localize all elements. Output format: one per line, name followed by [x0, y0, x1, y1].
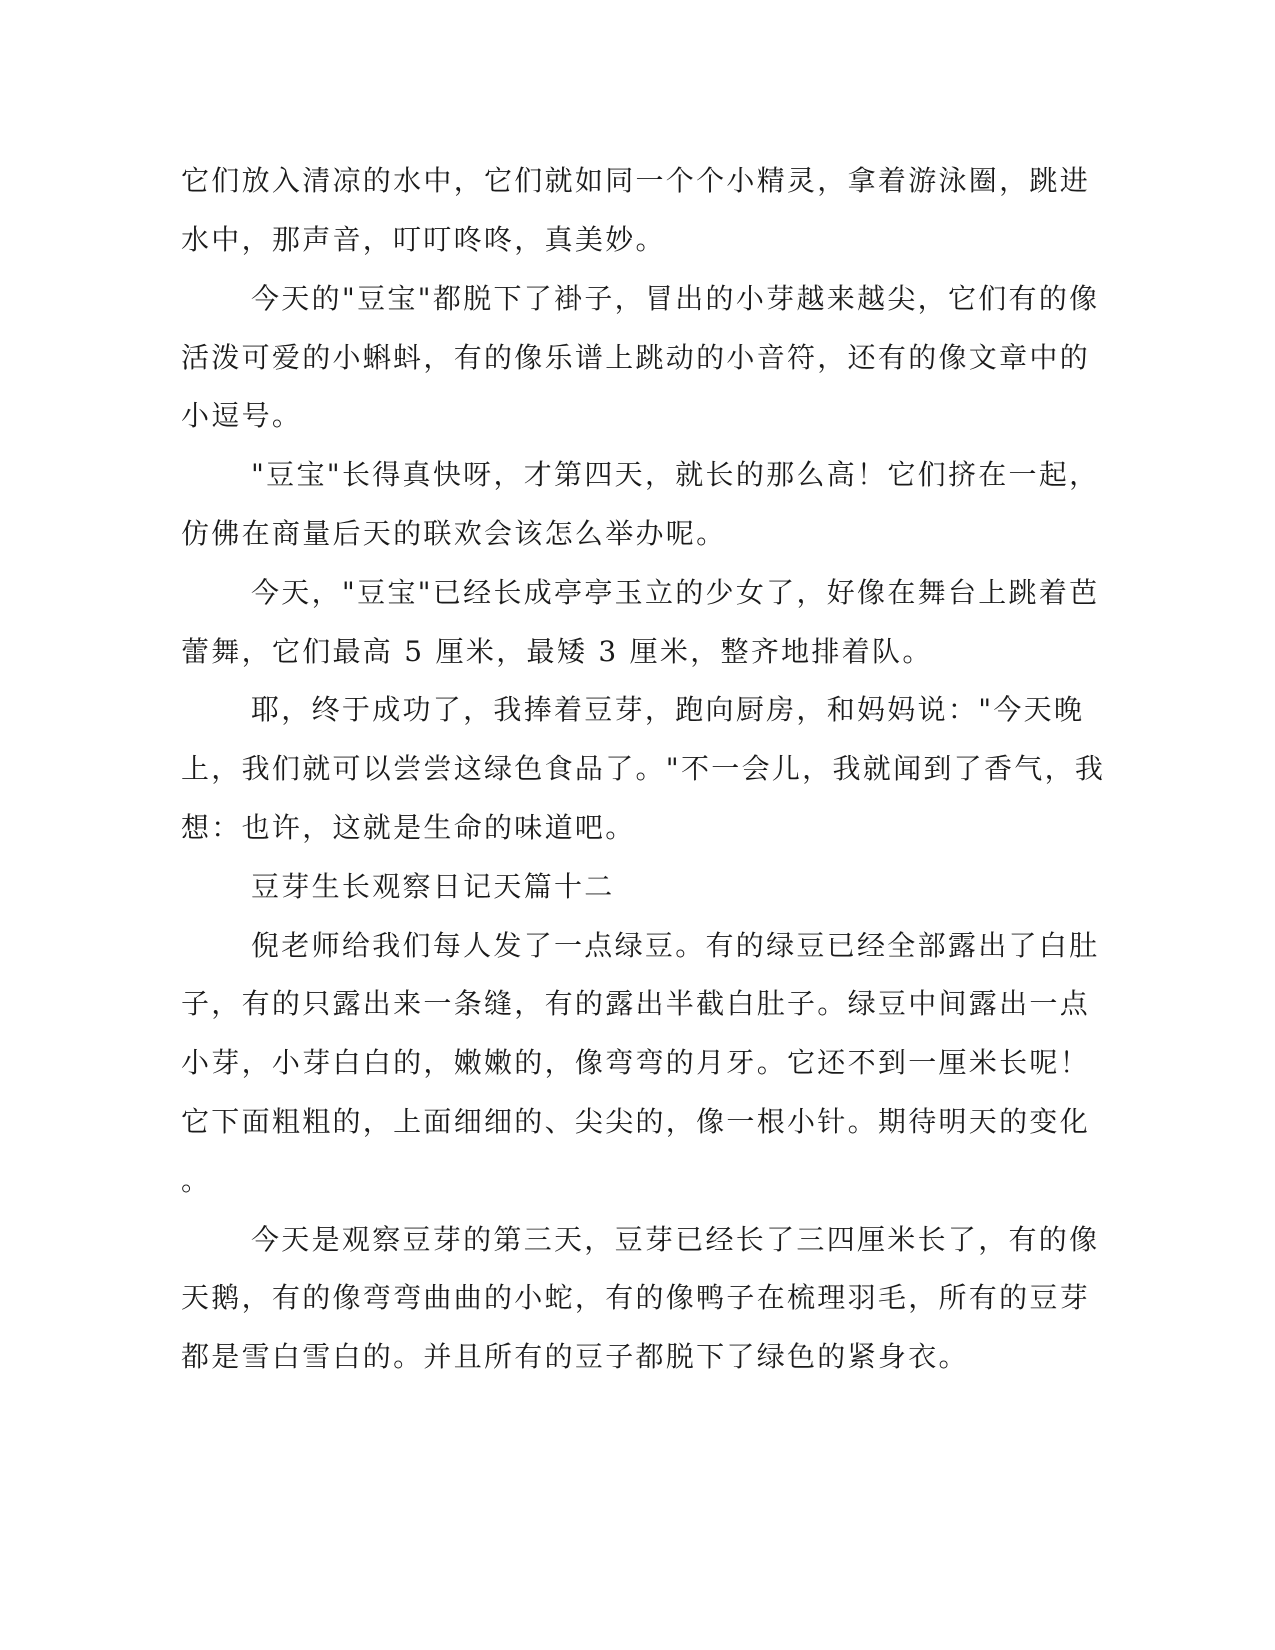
paragraph-start: 耶，终于成功了，我捧着豆芽，跑向厨房，和妈妈说："今天晚	[251, 693, 1085, 726]
text-line: 它下面粗粗的，上面细细的、尖尖的，像一根小针。期待明天的变化	[181, 1105, 1091, 1138]
paragraph-start: "豆宝"长得真快呀，才第四天，就长的那么高！它们挤在一起，	[251, 458, 1100, 491]
paragraph-start: 今天，"豆宝"已经长成亭亭玉立的少女了，好像在舞台上跳着芭	[251, 576, 1100, 609]
section-heading: 豆芽生长观察日记天篇十二	[251, 870, 615, 903]
paragraph-start: 今天是观察豆芽的第三天，豆芽已经长了三四厘米长了，有的像	[251, 1223, 1100, 1256]
text-line: 小芽，小芽白白的，嫩嫩的，像弯弯的月牙。它还不到一厘米长呢！	[181, 1046, 1091, 1079]
text-line: 上，我们就可以尝尝这绿色食品了。"不一会儿，我就闻到了香气，我	[181, 752, 1106, 785]
document-page	[181, 0, 1106, 1650]
text-line: 子，有的只露出来一条缝，有的露出半截白肚子。绿豆中间露出一点	[181, 987, 1091, 1020]
text-line: 想：也许，这就是生命的味道吧。	[181, 811, 636, 844]
paragraph-start: 倪老师给我们每人发了一点绿豆。有的绿豆已经全部露出了白肚	[251, 929, 1100, 962]
text-line: 蕾舞，它们最高 5 厘米，最矮 3 厘米，整齐地排着队。	[181, 635, 933, 668]
text-line: 仿佛在商量后天的联欢会该怎么举办呢。	[181, 517, 727, 550]
text-line: 小逗号。	[181, 399, 303, 432]
paragraph-start: 今天的"豆宝"都脱下了褂子，冒出的小芽越来越尖，它们有的像	[251, 282, 1100, 315]
text-line: 天鹅，有的像弯弯曲曲的小蛇，有的像鸭子在梳理羽毛，所有的豆芽	[181, 1281, 1091, 1314]
text-line: 它们放入清凉的水中，它们就如同一个个小精灵，拿着游泳圈，跳进	[181, 164, 1091, 197]
text-line: 都是雪白雪白的。并且所有的豆子都脱下了绿色的紧身衣。	[181, 1340, 969, 1373]
text-line: 。	[181, 1164, 212, 1197]
text-line: 活泼可爱的小蝌蚪，有的像乐谱上跳动的小音符，还有的像文章中的	[181, 341, 1091, 374]
text-line: 水中，那声音，叮叮咚咚，真美妙。	[181, 223, 666, 256]
